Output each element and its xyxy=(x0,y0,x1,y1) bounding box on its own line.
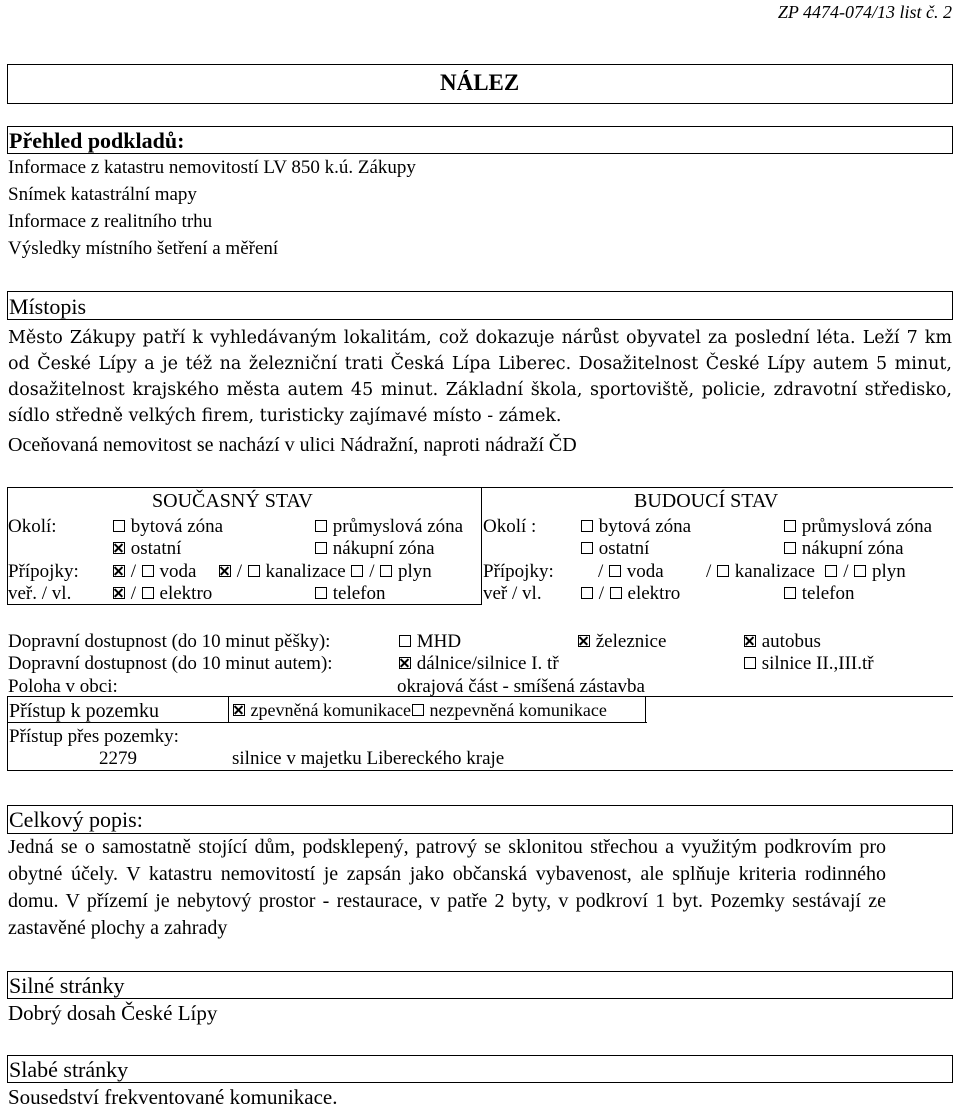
location-text: Město Zákupy patří k vyhledávaným lokalitám, což dokazuje nárůst obyvatel za poslední léta. Leží 7 km od České Lípy a je též na železniční trati Česká Lípa Liberec. Dosažitelnost České Lípy autem 5 minut, dosažitelnost krajského města autem 45 minut. Základní škola, sportoviště, policie, zdravotní středisko, sídlo středně velkých firem, turisticky zajímavé místo - zámek. xyxy=(8,328,952,426)
current-ver-label: veř. / vl. xyxy=(8,583,72,604)
location-heading-box xyxy=(7,291,953,320)
car-access-label: Dopravní dostupnost (do 10 minut autem): xyxy=(8,653,333,674)
future-nakupni: nákupní zóna xyxy=(783,538,904,560)
checkbox-icon[interactable] xyxy=(609,565,621,577)
pres-pozemky-label: Přístup přes pozemky: xyxy=(9,726,179,747)
future-ostatni: ostatní xyxy=(580,538,649,560)
checkbox-icon[interactable] xyxy=(248,565,260,577)
checkbox-icon[interactable] xyxy=(610,587,622,599)
document-reference: ZP 4474-074/13 list č. 2 xyxy=(777,2,952,22)
poloha-label: Poloha v obci: xyxy=(8,676,118,697)
walk-access-label: Dopravní dostupnost (do 10 minut pěšky): xyxy=(8,631,331,652)
current-bytova: bytová zóna xyxy=(112,516,223,538)
future-okoli-label: Okolí : xyxy=(483,516,537,537)
dalnice-option: dálnice/silnice I. tř xyxy=(398,653,559,675)
checkbox-icon[interactable] xyxy=(315,542,327,554)
future-status-heading: BUDOUCÍ STAV xyxy=(634,490,779,512)
current-status-heading: SOUČASNÝ STAV xyxy=(152,490,313,512)
source-item: Informace z realitního trhu xyxy=(8,211,213,232)
source-item: Výsledky místního šetření a měření xyxy=(8,238,279,259)
autobus-option: autobus xyxy=(743,631,821,653)
current-elektro: / elektro xyxy=(112,583,212,605)
checkbox-icon[interactable] xyxy=(784,542,796,554)
checkbox-icon[interactable] xyxy=(581,587,593,599)
checkbox-icon[interactable] xyxy=(412,704,424,716)
divider xyxy=(228,696,229,722)
checkbox-icon[interactable] xyxy=(315,587,327,599)
current-ostatni: ostatní xyxy=(112,538,181,560)
checkbox-icon[interactable] xyxy=(581,520,593,532)
location-heading: Místopis xyxy=(9,294,87,319)
current-prumyslova: průmyslová zóna xyxy=(314,516,463,538)
parcel-description: silnice v majetku Libereckého kraje xyxy=(232,748,505,769)
page-title: NÁLEZ xyxy=(440,70,520,95)
checked-checkbox-icon[interactable] xyxy=(113,542,125,554)
parcel-number: 2279 xyxy=(99,748,137,769)
location-address: Oceňovaná nemovitost se nachází v ulici Nádražní, naproti nádraží ČD xyxy=(8,434,577,456)
checked-checkbox-icon[interactable] xyxy=(113,587,125,599)
future-kanalizace: / kanalizace / plyn xyxy=(706,561,906,582)
sources-heading: Přehled podkladů: xyxy=(9,128,185,153)
checkbox-icon[interactable] xyxy=(854,565,866,577)
current-telefon: telefon xyxy=(314,583,386,605)
checkbox-icon[interactable] xyxy=(399,635,411,647)
future-prumyslova: průmyslová zóna xyxy=(783,516,932,538)
checked-checkbox-icon[interactable] xyxy=(219,565,231,577)
current-voda: / voda xyxy=(112,561,196,583)
checked-checkbox-icon[interactable] xyxy=(113,565,125,577)
weaknesses-heading-box xyxy=(7,1055,953,1083)
checkbox-icon[interactable] xyxy=(142,587,154,599)
checkbox-icon[interactable] xyxy=(315,520,327,532)
weaknesses-heading: Slabé stránky xyxy=(9,1057,129,1082)
future-voda: / voda xyxy=(598,561,664,582)
checked-checkbox-icon[interactable] xyxy=(578,635,590,647)
strengths-heading-box xyxy=(7,971,953,999)
mhd-option: MHD xyxy=(398,631,461,653)
checkbox-icon[interactable] xyxy=(581,542,593,554)
pristup-options: zpevněná komunikace nezpevněná komunikace xyxy=(232,699,607,721)
current-nakupni: nákupní zóna xyxy=(314,538,435,560)
source-item: Snímek katastrální mapy xyxy=(8,184,197,205)
future-telefon: telefon xyxy=(783,583,855,605)
checkbox-icon[interactable] xyxy=(142,565,154,577)
strengths-heading: Silné stránky xyxy=(9,973,125,998)
silnice-option: silnice II.,III.tř xyxy=(743,653,874,675)
weaknesses-text: Sousedství frekventované komunikace. xyxy=(8,1085,338,1109)
checkbox-icon[interactable] xyxy=(744,657,756,669)
checkbox-icon[interactable] xyxy=(784,520,796,532)
divider xyxy=(7,722,647,723)
poloha-value: okrajová část - smíšená zástavba xyxy=(397,676,645,697)
source-item: Informace z katastru nemovitostí LV 850 k.ú. Zákupy xyxy=(8,157,416,178)
description-text: Jedná se o samostatně stojící dům, podsklepený, patrový se sklonitou střechou a využitým podkrovím pro obytné účely. V katastru nemovitostí je zapsán jako občanská vybavenost, ale splňuje kriteria rodinného domu. V přízemí je nebytový prostor - restaurace, v patře 2 byty, v podkroví 1 byt. Pozemky sestávají ze zastavěné plochy a zahrady xyxy=(8,836,886,939)
future-bytova: bytová zóna xyxy=(580,516,691,538)
checked-checkbox-icon[interactable] xyxy=(744,635,756,647)
checkbox-icon[interactable] xyxy=(113,520,125,532)
checkbox-icon[interactable] xyxy=(351,565,363,577)
future-pripojky-label: Přípojky: xyxy=(483,561,554,582)
checkbox-icon[interactable] xyxy=(825,565,837,577)
checkbox-icon[interactable] xyxy=(784,587,796,599)
current-pripojky-label: Přípojky: xyxy=(8,561,79,582)
checkbox-icon[interactable] xyxy=(380,565,392,577)
future-ver-label: veř / vl. xyxy=(483,583,542,604)
pristup-label: Přístup k pozemku xyxy=(9,700,159,722)
checked-checkbox-icon[interactable] xyxy=(233,704,245,716)
current-okoli-label: Okolí: xyxy=(8,516,57,537)
zeleznice-option: železnice xyxy=(577,631,666,653)
description-heading-box xyxy=(7,805,953,834)
checked-checkbox-icon[interactable] xyxy=(399,657,411,669)
description-heading: Celkový popis: xyxy=(9,807,143,832)
checkbox-icon[interactable] xyxy=(717,565,729,577)
current-kanalizace: / kanalizace / plyn xyxy=(218,561,432,583)
divider xyxy=(645,696,646,722)
strengths-text: Dobrý dosah České Lípy xyxy=(8,1001,218,1025)
future-elektro: / elektro xyxy=(580,583,680,605)
